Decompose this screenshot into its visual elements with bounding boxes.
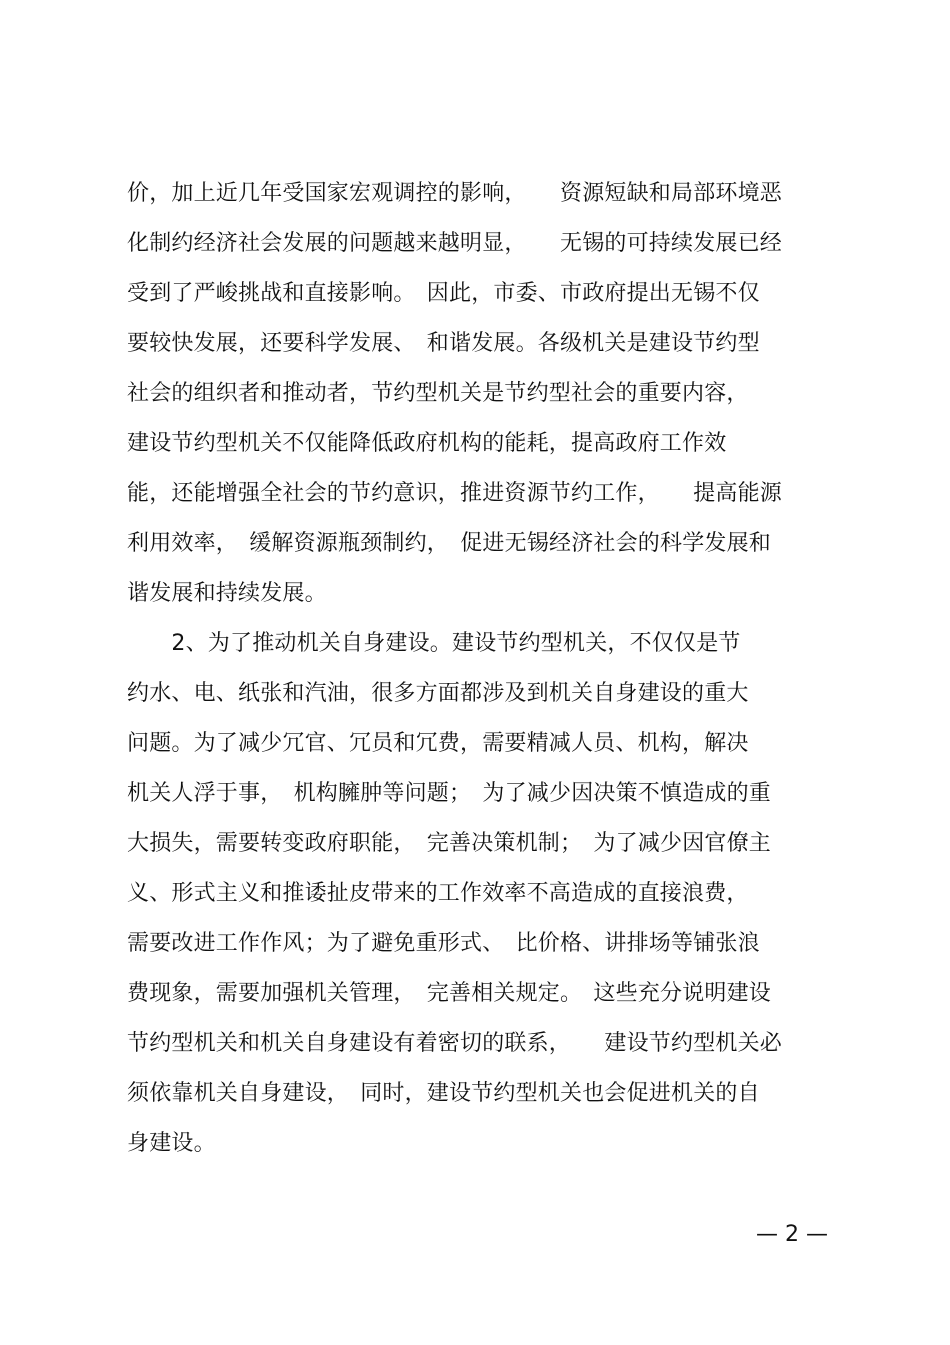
body-text-line: 价，加上近几年受国家宏观调控的影响， 资源短缺和局部环境恶 <box>127 181 783 206</box>
body-text-line: 需要改进工作作风；为了避免重形式、 比价格、讲排场等铺张浪 <box>127 931 760 956</box>
body-text-line: 节约型机关和机关自身建设有着密切的联系， 建设节约型机关必 <box>127 1031 783 1056</box>
body-text-line: 须依靠机关自身建设， 同时，建设节约型机关也会促进机关的自 <box>127 1081 760 1106</box>
body-text-line: 义、形式主义和推诿扯皮带来的工作效率不高造成的直接浪费， <box>127 881 749 906</box>
body-text-line: 谐发展和持续发展。 <box>127 581 327 606</box>
body-text-line: 受到了严峻挑战和直接影响。 因此，市委、市政府提出无锡不仅 <box>127 281 760 306</box>
body-text-line: 利用效率， 缓解资源瓶颈制约， 促进无锡经济社会的科学发展和 <box>127 531 772 556</box>
body-text-line: 约水、电、纸张和汽油，很多方面都涉及到机关自身建设的重大 <box>127 681 749 706</box>
body-text-line: 费现象，需要加强机关管理， 完善相关规定。 这些充分说明建设 <box>127 981 772 1006</box>
body-text-line: 大损失，需要转变政府职能， 完善决策机制； 为了减少因官僚主 <box>127 831 772 856</box>
body-text-line: 能，还能增强全社会的节约意识，推进资源节约工作， 提高能源 <box>127 481 783 506</box>
body-text-line: 身建设。 <box>127 1131 216 1156</box>
body-text-line: 要较快发展，还要科学发展、 和谐发展。各级机关是建设节约型 <box>127 331 760 356</box>
body-text-line: 机关人浮于事， 机构臃肿等问题； 为了减少因决策不慎造成的重 <box>127 781 772 806</box>
body-text-line: 化制约经济社会发展的问题越来越明显， 无锡的可持续发展已经 <box>127 231 783 256</box>
body-text-line: 社会的组织者和推动者，节约型机关是节约型社会的重要内容， <box>127 381 749 406</box>
body-text-line: 问题。为了减少冗官、冗员和冗费，需要精减人员、机构，解决 <box>127 731 749 756</box>
body-text-line: 2、为了推动机关自身建设。建设节约型机关，不仅仅是节 <box>127 631 741 656</box>
body-text-line: 建设节约型机关不仅能降低政府机构的能耗，提高政府工作效 <box>127 431 727 456</box>
page-number: — 2 — <box>756 1222 828 1247</box>
